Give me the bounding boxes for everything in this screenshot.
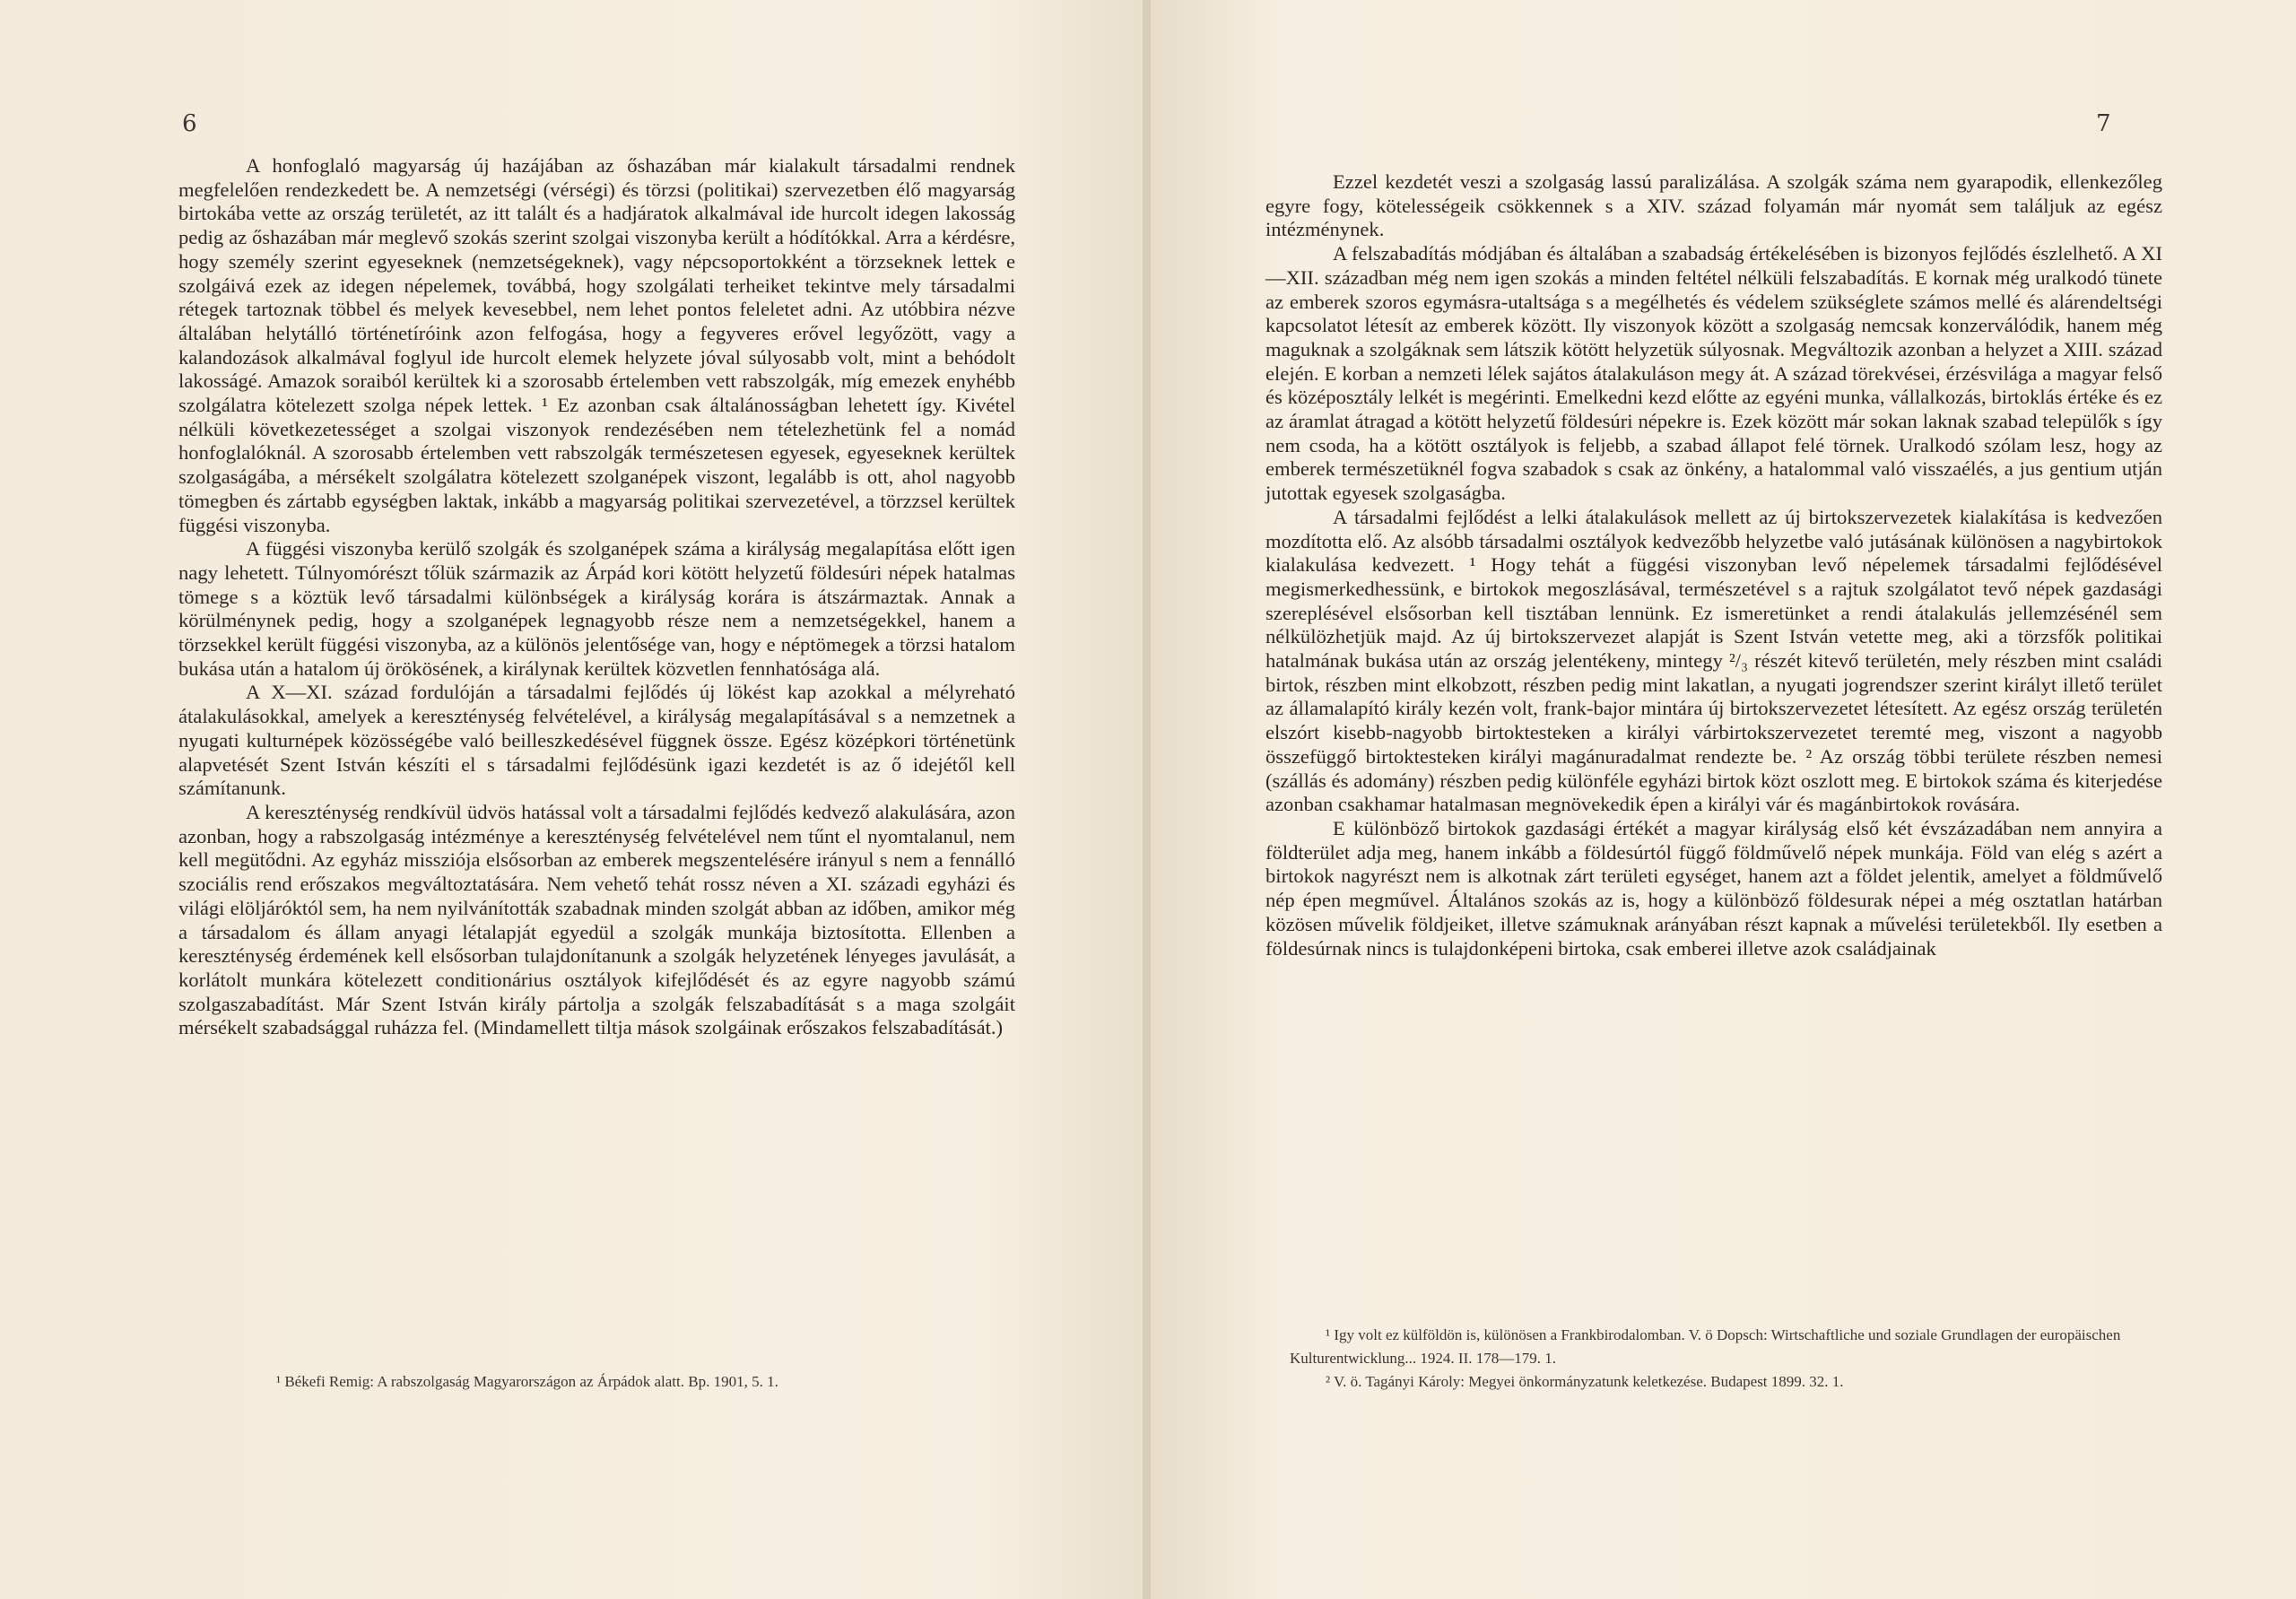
body-text (1265, 170, 2162, 960)
paragraph: A társadalmi fejlődést a lelki átalakulások mellett az új birtokszervezetek kialakítása is kedvezően mozdította elő. Az alsóbb társadalmi osztályok kedvezőbb helyzetbe való jutásának különösen a nagybirtokok kialakulása kedvezett. ¹ Hogy tehát a függési viszonyban levő népelemek társadalmi fejlődésével megismerkedhessünk, e birtokok megoszlásával, természetével s a rajtuk szolgálatot tevő népek gazdasági szereplésével elsősorban kell tisztában lennünk. Ez ismeretünket a rendi átalakulás jellemzésénél sem nélkülözhetjük majd. Az új birtokszervezet alapját is Szent István vetette meg, aki a törzsfők politikai hatalmának bukása után az ország jelentékeny, mintegy ²/₃ részét kitevő területén, mely részben mint családi birtok, részben mint elkobzott, részben pedig mint lakatlan, a nyugati jogrendszer szerint királyt illető terület az államalapító király kezén volt, frank-bajor mintára új birtokszervezetet létesített. Az egész ország területén elszórt kisebb-nagyobb birtoktesteken a királyi várbirtokszervezetet teremté meg, viszont a nagyobb összefüggő birtoktesteken királyi magánuradalmat rendezte be. ² Az ország többi területe részben nemesi (szállás és adomány) részben pedig különféle egyházi birtok közt oszlott meg. E birtokok száma és kiterjedése azonban csakhamar hatalmasan megnövekedik épen a királyi vár és magánbirtokok rovására. (1265, 505, 2162, 816)
body-text (178, 154, 1015, 1040)
paragraph: A honfoglaló magyarság új hazájában az őshazában már kialakult társadalmi rendnek megfelelően rendezkedett be. A nemzetségi (vérségi) és törzsi (politikai) szervezetben élő magyarság birtokába vette az ország területét, az itt talált és a hadjáratok alkalmával ide hurcolt idegen lakosság pedig az őshazában már meglevő szokás szerint szolgai viszonyba került a hódítókkal. Arra a kérdésre, hogy személy szerint egyeseknek (nemzetségeknek), vagy népcsoportokként a törzseknek lettek e szolgáivá ezek az idegen népelemek, továbbá, hogy szolgálati terheiket tekintve mely társadalmi rétegek tartoznak többel és melyek kevesebbel, nem lehet pontos feleletet adni. Az utóbbira nézve általában helytálló történetíróink azon felfogása, hogy a fegyveres erővel legyőzött, vagy a kalandozások alkalmával foglyul ide hurcolt elemek helyzete jóval súlyosabb volt, mint a behódolt lakosságé. Amazok soraiból kerültek ki a szorosabb értelemben vett rabszolgák, míg emezek enyhébb szolgálatra kötelezett szolga népek lettek. ¹ Ez azonban csak általánosságban lehetett így. Kivétel nélküli következetességet a szolgai viszonyok rendezésében nem tételezhetünk fel a nomád honfoglalóknál. A szorosabb értelemben vett rabszolgák természetesen egyesek, egyeseknek kerültek szolgaságába, a mérsékelt szolgálatra kötelezett szolganépek viszont, legalább is ott, ahol nagyobb tömegben és zártabb egységben laktak, inkább a magyarság politikai szervezetével, a törzzsel kerültek függési viszonyba. (178, 154, 1015, 536)
left-page (0, 0, 1145, 1599)
paragraph: A felszabadítás módjában és általában a szabadság értékelésében is bizonyos fejlődés észlelhető. A XI—XII. században még nem igen szokás a minden feltétel nélküli felszabadítás. E kornak még uralkodó tünete az emberek szoros egymásra-utaltsága s a megélhetés és védelem szükséglete számos mellé és alárendeltségi kapcsolatot létesít az emberek között. Ily viszonyok között a szolgaság nemcsak konzerválódik, hanem még maguknak a szolgáknak sem látszik kötött helyzetük súlyosnak. Megváltozik azonban a helyzet a XIII. század elején. E korban a nemzeti lélek sajátos átalakuláson megy át. A század törekvései, érzésvilága a magyar felső és középosztály lelkét is megérinti. Emelkedni kezd előtte az egyéni munka, vállalkozás, birtoklás értéke és ez az áramlat átragad a kötött helyzetű földesúri népekre is. Ezek között már sokan laknak szabad települők s így nem csoda, ha a kötött osztályok is feljebb, a szabad állapot felé törnek. Uralkodó szólam lesz, hogy az emberek természetüknél fogva szabadok s csak az önkény, a hatalommal való visszaélés, a jus gentium utján jutottak egyesek szolgaságba. (1265, 242, 2162, 505)
page-number: 6 (182, 110, 197, 137)
footnote: ¹ Békefi Remig: A rabszolgaság Magyarországon az Árpádok alatt. Bp. 1901, 5. 1. (276, 1373, 778, 1390)
paragraph: A X—XI. század fordulóján a társadalmi fejlődés új lökést kap azokkal a mélyreható átalakulásokkal, amelyek a kereszténység felvételével, a királyság megalapításával s a nemzetnek a nyugati kulturnépek közösségébe való beilleszkedésével függnek össze. Egész középkori történetünk alapvetését Szent István készíti el s társadalmi fejlődésünk igazi kezdetét is az ő idejétől kell számítanunk. (178, 681, 1015, 800)
paragraph: A függési viszonyba kerülő szolgák és szolganépek száma a királyság megalapítása előtt igen nagy lehetett. Túlnyomórészt tőlük származik az Árpád kori kötött helyzetű földesúri népek hatalmas tömege s a köztük levő társadalmi különbségek a királyság korára is átszármaztak. Annak a körülménynek pedig, hogy a szolganépek legnagyobb része nem a nemzetségekkel, hanem a törzsekkel került függési viszonyba, az a különös jelentősége van, hogy e néptömegek a törzsi hatalom bukása után a hatalom új örökösének, a királynak kerültek közvetlen fennhatósága alá. (178, 537, 1015, 680)
footnotes (1290, 1324, 2187, 1394)
paragraph: A kereszténység rendkívül üdvös hatással volt a társadalmi fejlődés kedvező alakulására, azon azonban, hogy a rabszolgaság intézménye a kereszténység felvételével nem tűnt el nyomtalanul, nem kell megütődni. Az egyház missziója elsősorban az emberek megszentelésére irányul s nem a fennálló szociális rend erőszakos megváltoztatására. Nem vehető tehát rossz néven a XI. századi egyházi és világi elöljáróktól sem, ha nem nyilvánították szabadnak minden szolgát abban az időben, amikor még a társadalom és állam anyagi létalapját egyedül a szolgák munkája biztosította. Ellenben a kereszténység érdemének kell elsősorban tulajdonítanunk a szolgák helyzetének lényeges javulását, a korlátolt munkára kötelezett conditionárius osztályok kifejlődését és az egyre nagyobb számú szolgaszabadítást. Már Szent István király pártolja a szolgák felszabadítását s a maga szolgáit mérsékelt szabadsággal ruházza fel. (Mindamellett tiltja mások szolgáinak erőszakos felszabadítását.) (178, 800, 1015, 1039)
page-number: 7 (2096, 110, 2111, 137)
footnotes (240, 1370, 1012, 1394)
paragraph: E különböző birtokok gazdasági értékét a magyar királyság első két évszázadában nem annyira a földterület adja meg, hanem inkább a földesúrtól függő földművelő népek munkája. Föld van elég s azért a birtokok nagyrészt nem is alkotnak zárt területi egységet, hanem azt a földet jelentik, amelyet a földművelő nép épen megművel. Általános szokás az is, hogy a különböző földesurak népei a még osztatlan határban közösen művelik földjeiket, illetve számuknak arányában részt kapnak a művelési területekből. Ily esetben a földesúrnak nincs is tulajdonképeni birtoka, csak emberei illetve azok családjainak (1265, 816, 2162, 960)
footnote: ¹ Igy volt ez külföldön is, különösen a Frankbirodalomban. V. ö Dopsch: Wirtschaftliche und soziale Grundlagen der europäischen Kulturentwicklung... 1924. II. 178—179. 1. (1290, 1326, 2121, 1367)
footnote: ² V. ö. Tagányi Károly: Megyei önkormányzatunk keletkezése. Budapest 1899. 32. 1. (1326, 1373, 1844, 1390)
paragraph: Ezzel kezdetét veszi a szolgaság lassú paralizálása. A szolgák száma nem gyarapodik, ellenkezőleg egyre fogy, kötelességeik csökkennek s a XIV. század folyamán már nyomát sem találjuk az egész intézménynek. (1265, 170, 2162, 241)
right-page (1151, 0, 2296, 1599)
